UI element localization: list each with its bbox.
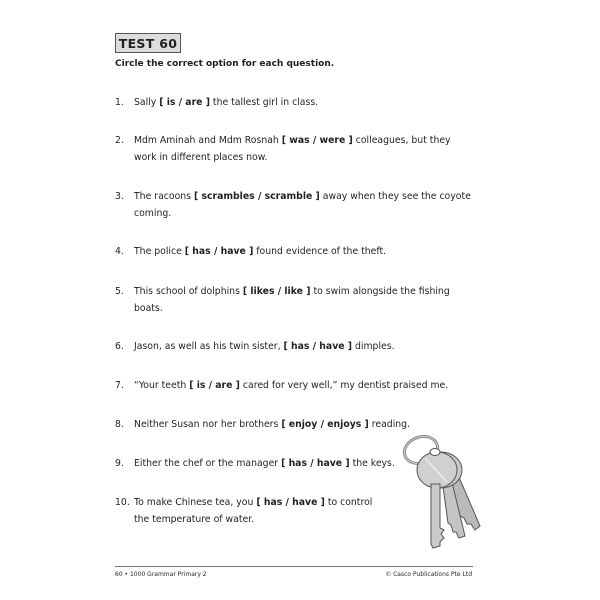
question-text-before: Jason, as well as his twin sister,	[134, 341, 284, 352]
question-text-after: the tallest girl in class.	[209, 97, 319, 108]
question-text-after: away when they see the coyote coming.	[134, 191, 471, 219]
answer-options[interactable]: [ was / were ]	[281, 135, 353, 146]
answer-options[interactable]: [ is / are ]	[189, 380, 240, 391]
question-1	[115, 94, 475, 111]
footer-copyright: © Casco Publications Pte Ltd	[385, 571, 472, 578]
answer-options[interactable]: [ likes / like ]	[242, 286, 311, 297]
answer-options[interactable]: [ has / have ]	[184, 246, 254, 257]
question-text-after: cared for very well,” my dentist praised me.	[239, 380, 449, 391]
question-6	[115, 338, 475, 355]
question-text-after: colleagues, but they work in different places now.	[134, 135, 451, 163]
keys-icon	[395, 428, 500, 553]
question-text	[134, 494, 385, 528]
question-number: 8.	[115, 419, 124, 430]
question-number: 3.	[115, 191, 124, 202]
question-text-before: Sally	[134, 97, 160, 108]
question-text-after: reading.	[368, 419, 411, 430]
question-text-before: “Your teeth	[134, 380, 190, 391]
answer-options[interactable]: [ has / have ]	[256, 497, 325, 508]
question-number: 1.	[115, 97, 124, 108]
question-number: 10.	[115, 497, 130, 508]
question-text-after: found evidence of the theft.	[253, 246, 387, 257]
footer-divider	[115, 566, 473, 567]
question-10	[115, 494, 385, 528]
question-3	[115, 188, 475, 222]
question-number: 5.	[115, 286, 124, 297]
question-text-before: This school of dolphins	[134, 286, 243, 297]
question-text-before: Neither Susan nor her brothers	[134, 419, 282, 430]
question-text	[134, 132, 460, 166]
question-text-before: Either the chef or the manager	[134, 458, 282, 469]
question-number: 4.	[115, 246, 124, 257]
instruction-text: Circle the correct option for each question.	[115, 59, 335, 69]
question-text-before: The racoons	[134, 191, 194, 202]
question-number: 2.	[115, 135, 124, 146]
question-number: 9.	[115, 458, 124, 469]
question-text	[134, 283, 465, 317]
question-number: 6.	[115, 341, 124, 352]
question-text	[134, 338, 475, 355]
question-text-before: The police	[134, 246, 185, 257]
question-text-after: to swim alongside the fishing boats.	[134, 286, 450, 314]
question-2	[115, 132, 460, 166]
answer-options[interactable]: [ enjoy / enjoys ]	[281, 419, 369, 430]
question-text	[134, 188, 475, 222]
question-4	[115, 243, 475, 260]
answer-options[interactable]: [ has / have ]	[283, 341, 353, 352]
answer-options[interactable]: [ scrambles / scramble ]	[193, 191, 320, 202]
answer-options[interactable]: [ has / have ]	[281, 458, 350, 469]
question-text-before: Mdm Aminah and Mdm Rosnah	[134, 135, 282, 146]
question-5	[115, 283, 465, 317]
test-number-badge	[115, 33, 181, 53]
question-text	[134, 94, 475, 111]
question-text-after: to control the temperature of water.	[134, 497, 373, 525]
question-text-after: the keys.	[349, 458, 395, 469]
question-text-after: dimples.	[352, 341, 395, 352]
question-number: 7.	[115, 380, 124, 391]
question-7	[115, 377, 475, 394]
answer-options[interactable]: [ is / are ]	[159, 97, 210, 108]
question-text-before: To make Chinese tea, you	[134, 497, 257, 508]
question-text	[134, 243, 475, 260]
test-number-label: TEST 60	[118, 35, 178, 51]
footer-page-info: 60 • 1000 Grammar Primary 2	[115, 571, 207, 578]
question-text	[134, 377, 475, 394]
